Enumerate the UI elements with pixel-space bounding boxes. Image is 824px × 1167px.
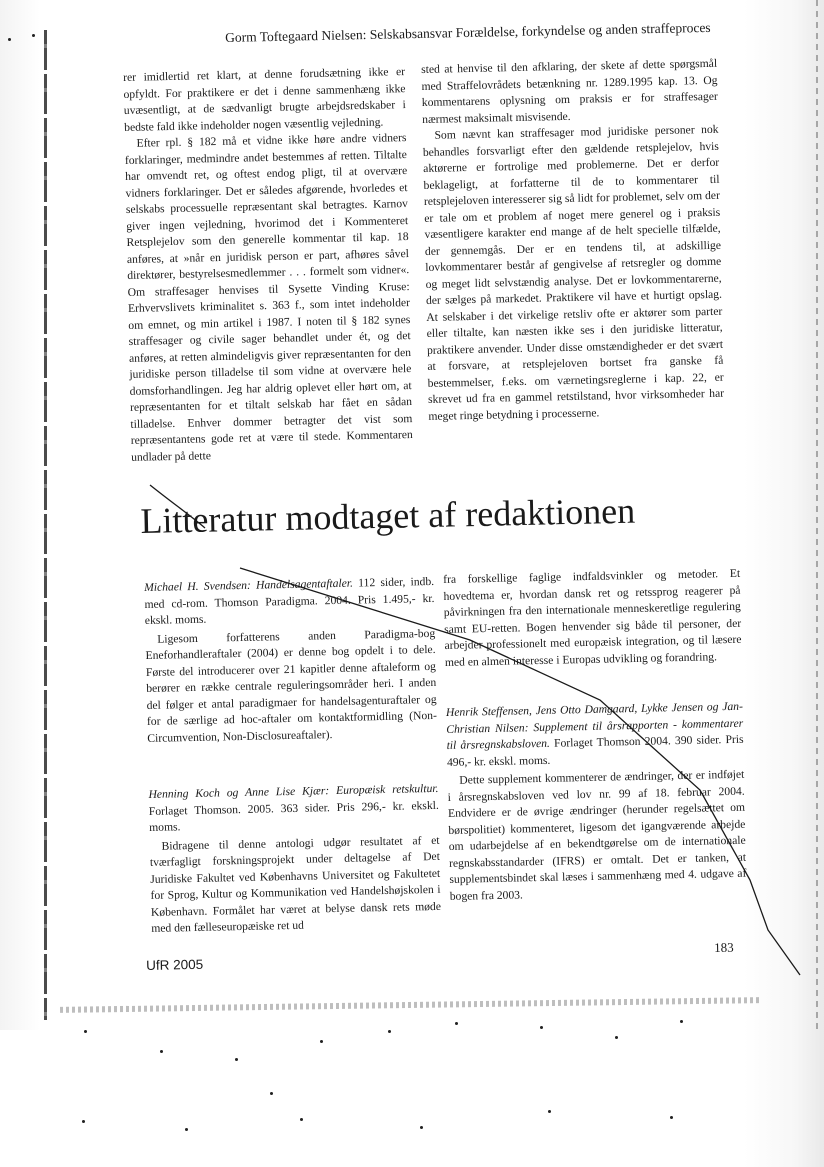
book-review-continued <box>443 566 742 671</box>
scan-speck <box>548 1110 551 1113</box>
book-details: Forlaget Thomson. 2005. 363 sider. Pris 296,- kr. ekskl. moms. <box>148 798 439 834</box>
running-header: Gorm Toftegaard Nielsen: Selskabsansvar Forældelse, forkyndelse og anden straffeproces <box>225 19 711 45</box>
book-summary: Ligesom forfatterens anden Paradigma-bog Eneforhandleraftaler (2004) er denne bog opdelt i to dele. Første del introducerer over 21 kapitler denne aftaleform og berører en række centrale reguleringsområder heri. I anden del følger et antal paradigmaer for handelsagenturaftaler og for de særlige ad hoc-aftaler om kontaktformidling (Non-Circumvention, Non-Disclosureaftaler). <box>145 626 438 745</box>
page-number: 183 <box>714 939 734 955</box>
scan-speck <box>185 1128 188 1131</box>
scan-edge-right <box>744 0 824 1167</box>
scan-speck <box>235 1058 238 1061</box>
article-column-right <box>421 56 725 425</box>
scan-speck <box>455 1022 458 1025</box>
article-column-left <box>123 64 413 466</box>
article-paragraph: Efter rpl. § 182 må et vidne ikke høre andre vidners forklaringer, medmindre andet bestemmes af retten. Tiltalte har omvendt ret, og oftest endog pligt, til at overvære vidners forklaringer. Det er således afgørende, hvorledes et selskabs processuelle repræsentant skal betragtes. Karnov giver ingen vejledning, hvorimod det i Kommenteret Retsplejelov som den generelle kommentar til kap. 18 anføres, at »når en juridisk person er part, afhøres såvel direktører, bestyrelsesmedlemmer . . . formelt som vidner«. Om straffesager henvises til Sysette Vinding Kruse: Erhvervslivets kriminalitet s. 363 f., som intet indeholder om emnet, og min artikel i 1987. I noten til § 182 synes straffesager og civile sager behandlet under ét, og det anføres, at retten almindeligvis giver repræsentanten for den juridiske person tilladelse til som vidne at overvære hele domsforhandlingen. Jeg har aldrig oplevet eller hørt om, at repræsentanten for et tiltalt selskab har fået en sådan tilladelse. Enhver dommer betragter det vist som repræsentantens gode ret at være til stede. Kommentaren undlader på dette <box>124 131 413 464</box>
scan-speck <box>320 1040 323 1043</box>
book-summary: Dette supplement kommenterer de ændringer, der er indføjet i årsregnskabsloven ved lov nr. 99 af 18. februar 2004. Endvidere er de øvrige ændringer (herunder regelsættet om børspolitiet) kommenteret, ligesom det igangværende arbejde om udarbejdelse af en bekendtgørelse om de internationale regnskabsstandarder (IFRS) er omtalt. Det er tanken, at supplementsbindet skal læses i sammenhæng med 4. udgave af bogen fra 2003. <box>447 767 747 903</box>
book-reference <box>446 699 744 771</box>
book-review <box>446 699 747 905</box>
book-review <box>144 574 437 747</box>
scan-speck <box>420 1126 423 1129</box>
scan-speck <box>670 1116 673 1119</box>
article-paragraph: sted at henvise til den afklaring, der skete af dette spørgsmål med Straffelovrådets betænkning nr. 1289.1995 kap. 13. Og kommentarens oplysning om praksis er for straffesager nærmest maksimalt misvisende. <box>421 56 718 126</box>
book-details: 112 sider, indb. med cd-rom. Thomson Paradigma. 2004. Pris 1.495,- kr. ekskl. moms. <box>144 574 435 627</box>
article-paragraph: Som nævnt kan straffesager mod juridiske personer nok behandles forsvarligt efter den gældende retsplejelov, hvis aktørerne er fortrolige med problemerne. Det er derfor beklageligt, at forfatterne til de to kommentarer til retsplejeloven interesserer sig så lidt for problemet, selv om der er tale om et problem af noget mere generel og i praksis væsentligere karakter end mange af de helt specielle tilfælde, der gennemgås. Der er en tendens til, at adskillige lovkommentarer består af gengivelse af retsregler og domme og meget lidt selvstændig analyse. Det er lovkommentarerne, der sælges på markedet. Praktikere vil have et hurtigt opslag. At selskaber i det virkelige retsliv ofte er aktører som parter eller tiltalte, kan næsten ikke ses i den juridiske litteratur, praktikere anvender. Under disse omstændigheder er det svært at forsvare, at retsplejeloven bortset fra ganske få bestemmelser, f.eks. om værnetingsreglerne i kap. 22, er skrevet ud fra en gammel retstilstand, hvor virksomheder har meget ringe betydning i processerne. <box>422 122 725 423</box>
scan-speck <box>84 1030 87 1033</box>
book-reference <box>148 781 439 837</box>
book-author-title: Henrik Steffensen, Jens Otto Damgaard, Lykke Jensen og Jan-Christian Nilsen: Supplement til årsrapporten - kommentarer til årsregnskabsloven. <box>445 699 744 752</box>
book-summary: Bidragene til denne antologi udgør resultatet af et tværfagligt forskningsprojekt under deltagelse af Det Juridiske Fakultet ved Københavns Universitet og Fakultetet for Sprog, Kultur og Kommunikation ved Handelshøjskolen i København. Formålet har været at belyse dansk rets møde med den fælleseuropæiske ret ud <box>149 833 442 935</box>
reviews-column-left <box>144 574 442 977</box>
section-title: Litteratur modtaget af redaktionen <box>140 490 636 541</box>
scan-speck <box>32 34 35 37</box>
reviews-column-right <box>443 566 748 945</box>
journal-footer: UfR 2005 <box>146 956 204 973</box>
scan-speck <box>615 1036 618 1039</box>
scan-speck <box>8 38 11 41</box>
book-author-title: Henning Koch og Anne Lise Kjær: Europæisk retskultur. <box>148 781 439 801</box>
scan-speck <box>160 1050 163 1053</box>
book-review <box>148 781 441 938</box>
book-details: Forlaget Thomson 2004. 390 sider. Pris 496,- kr. ekskl. moms. <box>446 732 744 769</box>
book-summary: fra forskellige faglige indfaldsvinkler og metoder. Et hovedtema er, hvordan dansk ret og retssprog reagerer på påvirkningen fra den internationale menneskeretlige regulering samt EU-retten. Bogen henvender sig både til personer, der arbejder professionelt med europæisk integration, og til læsere med en almen interesse i Europas udvikling og forandring. <box>443 566 742 669</box>
book-author-title: Michael H. Svendsen: Handelsagentaftaler. <box>144 576 354 594</box>
scan-edge-left <box>0 0 60 1030</box>
article-paragraph: rer imidlertid ret klart, at denne forudsætning ikke er opfyldt. For praktikere er det i denne sammenhæng ikke uvæsentligt, at de sædvanligt brugte arbejdsredskaber i bedste fald ikke indeholder nogen væsentlig vejledning. <box>123 65 406 134</box>
scan-speck <box>270 1092 273 1095</box>
scan-artifact-line <box>60 997 760 1013</box>
scan-speck <box>300 1118 303 1121</box>
scan-speck <box>388 1030 391 1033</box>
book-reference <box>144 574 435 630</box>
scan-speck <box>82 1120 85 1123</box>
scan-speck <box>680 1020 683 1023</box>
scan-speck <box>540 1026 543 1029</box>
